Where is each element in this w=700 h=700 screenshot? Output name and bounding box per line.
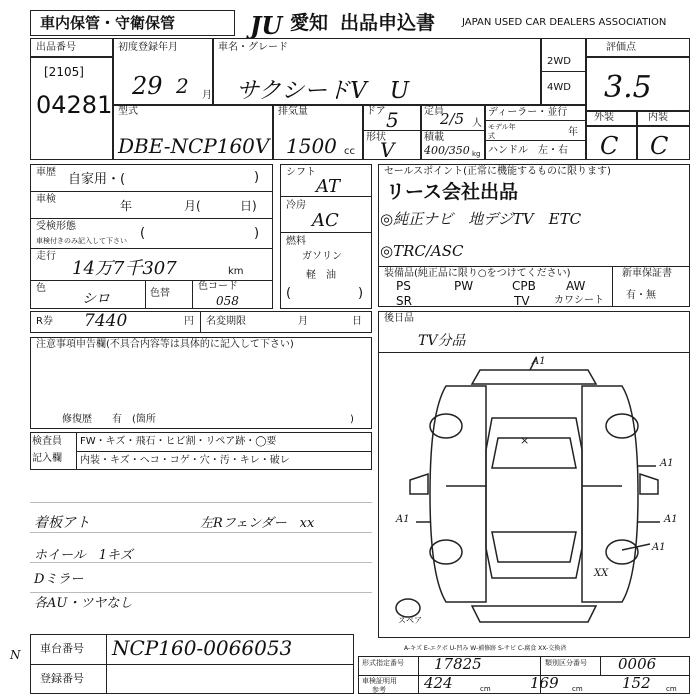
handwritten-note-1: 着板アト [34, 515, 90, 531]
class-value: 0006 [618, 655, 657, 673]
org-name: 愛知 [290, 12, 329, 34]
car-name-value: サクシードV U [236, 78, 410, 104]
class-label: 類別区分番号 [545, 659, 587, 667]
history-label: 車歴 [36, 167, 56, 178]
handwritten-note-4: Dミラー [34, 572, 84, 587]
exterior-label: 外装 [594, 112, 614, 123]
mileage-unit: km [228, 266, 244, 277]
fuel-label: 燃料 [286, 236, 306, 247]
inspector-row-2: 内装・キズ・ヘコ・コゲ・穴・汚・キレ・破レ [80, 455, 290, 466]
capacity-label: 定員 [424, 106, 444, 117]
capacity-unit: 人 [472, 118, 482, 129]
shape-label: 形状 [366, 132, 386, 143]
inspection-year: 年 [120, 199, 133, 213]
inspector-label-1: 検査員 [32, 436, 62, 447]
fuel-open: ( [286, 286, 292, 301]
shape-value: V [380, 138, 395, 162]
recycle-frame [30, 311, 372, 333]
lot-number: 04281 [36, 91, 113, 119]
after-parts-value: TV分品 [418, 333, 466, 349]
equip-pw: PW [454, 279, 474, 293]
equipment-label: 装備品(純正品に限り○をつけてください) [384, 268, 571, 279]
sales-point-label: セールスポイント(正常に機能するものに限ります) [384, 166, 611, 177]
lot-code: [2105] [44, 65, 84, 79]
spare-label: スペア [398, 616, 422, 625]
inspector-label-2: 記入欄 [32, 453, 62, 464]
model-year-label: モデル年式 [488, 123, 516, 140]
form-title: 出品申込書 [340, 12, 436, 34]
diagram-mark-left: A1 [396, 514, 410, 525]
doors-value: 5 [386, 108, 399, 132]
damage-legend: A-キズ E-エクボ U-凹み W-補修跡 S-サビ C-腐食 XX-交換済 [404, 645, 567, 652]
recycle-label: R券 [36, 316, 53, 327]
handwritten-note-2: 左Rフェンダー xx [200, 516, 315, 531]
lot-label: 出品番号 [36, 42, 76, 53]
after-parts-label: 後日品 [384, 313, 414, 324]
load-label: 積載 [424, 132, 444, 143]
diagram-mark-rear-right: A1 [652, 542, 666, 553]
receipt-note: 車検付きのみ記入して下さい [36, 237, 127, 245]
capacity-value: 2/5 [440, 110, 465, 128]
equip-cpb: CPB [512, 279, 536, 293]
color-change-label: 色替 [150, 288, 170, 299]
chassis-value: NCP160-0066053 [112, 636, 293, 660]
drive-2wd: 2WD [547, 56, 571, 67]
length-unit: cm [480, 685, 491, 693]
aircon-value: AC [312, 210, 339, 231]
handle-label: ハンドル 左・右 [488, 145, 568, 156]
evaluation-label: 評価点 [606, 42, 636, 53]
shift-value: AT [316, 176, 341, 197]
english-title: JAPAN USED CAR DEALERS ASSOCIATION [462, 17, 667, 28]
diagram-mark-xx: XX [594, 568, 609, 579]
load-unit: kg [472, 150, 481, 158]
receipt-close: ) [254, 226, 260, 241]
drive-4wd: 4WD [547, 82, 571, 93]
model-year-suffix: 年 [568, 127, 578, 138]
sales-point-line1: ◎純正ナビ 地デジTV ETC [380, 210, 582, 228]
equip-ps: PS [396, 279, 411, 293]
handwritten-note-5: 各AU・ツヤなし [34, 596, 133, 611]
color-label: 色 [36, 283, 46, 294]
repair-close: ) [350, 414, 354, 425]
equip-seat: カワシート [554, 295, 604, 306]
fwd-value: 有・無 [626, 290, 656, 301]
chassis-margin-mark: N [10, 648, 21, 662]
fuel-gasoline: ガソリン [302, 251, 342, 262]
history-value: 自家用・( [68, 172, 126, 187]
car-diagram [380, 356, 688, 636]
fuel-diesel: 軽 油 [306, 270, 336, 281]
type-value: 17825 [434, 655, 482, 673]
mileage-value: 14万7千307 [72, 258, 177, 279]
displacement-value: 1500 [286, 134, 337, 158]
mileage-label: 走行 [36, 251, 56, 262]
length-value: 424 [424, 674, 453, 692]
exterior-grade: C [600, 132, 619, 160]
inspection-label: 車検 [36, 194, 56, 205]
registration-month-suffix: 月 [202, 90, 212, 101]
reg-number-label: 登録番号 [40, 672, 84, 685]
evaluation-score: 3.5 [604, 70, 652, 105]
name-change-day: 日 [352, 316, 362, 327]
diagram-mark-right-upper: A1 [660, 458, 674, 469]
width-unit: cm [572, 685, 583, 693]
diagram-mark-right-lower: A1 [664, 514, 678, 525]
model-value: DBE-NCP160V [118, 134, 270, 158]
handwritten-note-3: ホイール 1キズ [34, 548, 133, 563]
recycle-value: 7440 [84, 311, 128, 331]
storage-corner-label: 車内保管・守衛保管 [40, 14, 176, 32]
sales-point-headline: リース会社出品 [386, 181, 519, 203]
registration-month: 2 [176, 74, 189, 98]
displacement-label: 排気量 [278, 106, 308, 117]
name-change-label: 名変期限 [206, 316, 246, 327]
color-code-value: 058 [216, 294, 239, 308]
name-change-month: 月 [298, 316, 308, 327]
shift-label: シフト [286, 167, 316, 178]
dealer-label: ディーラー・並行 [488, 107, 568, 118]
chassis-label: 車台番号 [40, 642, 84, 655]
receipt-open: ( [140, 226, 146, 241]
displacement-unit: cc [344, 146, 355, 157]
height-value: 152 [622, 674, 651, 692]
cert-label: 車検証明用 [362, 677, 397, 685]
fwd-label: 新車保証書 [622, 268, 672, 279]
recycle-unit: 円 [184, 316, 194, 327]
type-label: 形式指定番号 [362, 659, 404, 667]
interior-label: 内装 [648, 112, 668, 123]
equip-tv: TV [514, 294, 530, 308]
doors-label: ドア [366, 106, 386, 117]
ref-label: 参考 [372, 686, 386, 694]
sales-point-line2: ◎TRC/ASC [380, 242, 464, 260]
color-value: シロ [82, 291, 110, 307]
registration-year: 29 [132, 72, 163, 100]
repair-label: 修復歴 [62, 414, 92, 425]
aircon-label: 冷房 [286, 200, 306, 211]
car-name-label: 車名・グレード [218, 42, 288, 53]
svg-text:×: × [520, 434, 530, 447]
ju-logo-text: JU [250, 11, 283, 40]
equip-sr: SR [396, 294, 412, 308]
fuel-close: ) [358, 286, 364, 301]
repair-value: 有 (箇所 [112, 414, 156, 425]
inspector-row-1: FW・キズ・飛石・ヒビ割・リペア跡・◯要 [80, 436, 277, 447]
inspection-day: 日) [240, 199, 257, 213]
registration-label: 初度登録年月 [118, 42, 178, 53]
equip-aw: AW [566, 279, 586, 293]
interior-grade: C [650, 132, 669, 160]
load-value: 400/350 [424, 144, 470, 157]
color-code-label: 色コード [198, 281, 238, 292]
model-label: 型式 [118, 106, 138, 117]
width-value: 169 [530, 674, 559, 692]
inspection-month: 月( [184, 199, 201, 213]
history-close: ) [254, 170, 260, 185]
receipt-label: 受検形態 [36, 221, 76, 232]
diagram-mark-front: A1 [532, 356, 546, 367]
height-unit: cm [666, 685, 677, 693]
notes-label: 注意事項申告欄(不具合内容等は具体的に記入して下さい) [36, 339, 294, 350]
